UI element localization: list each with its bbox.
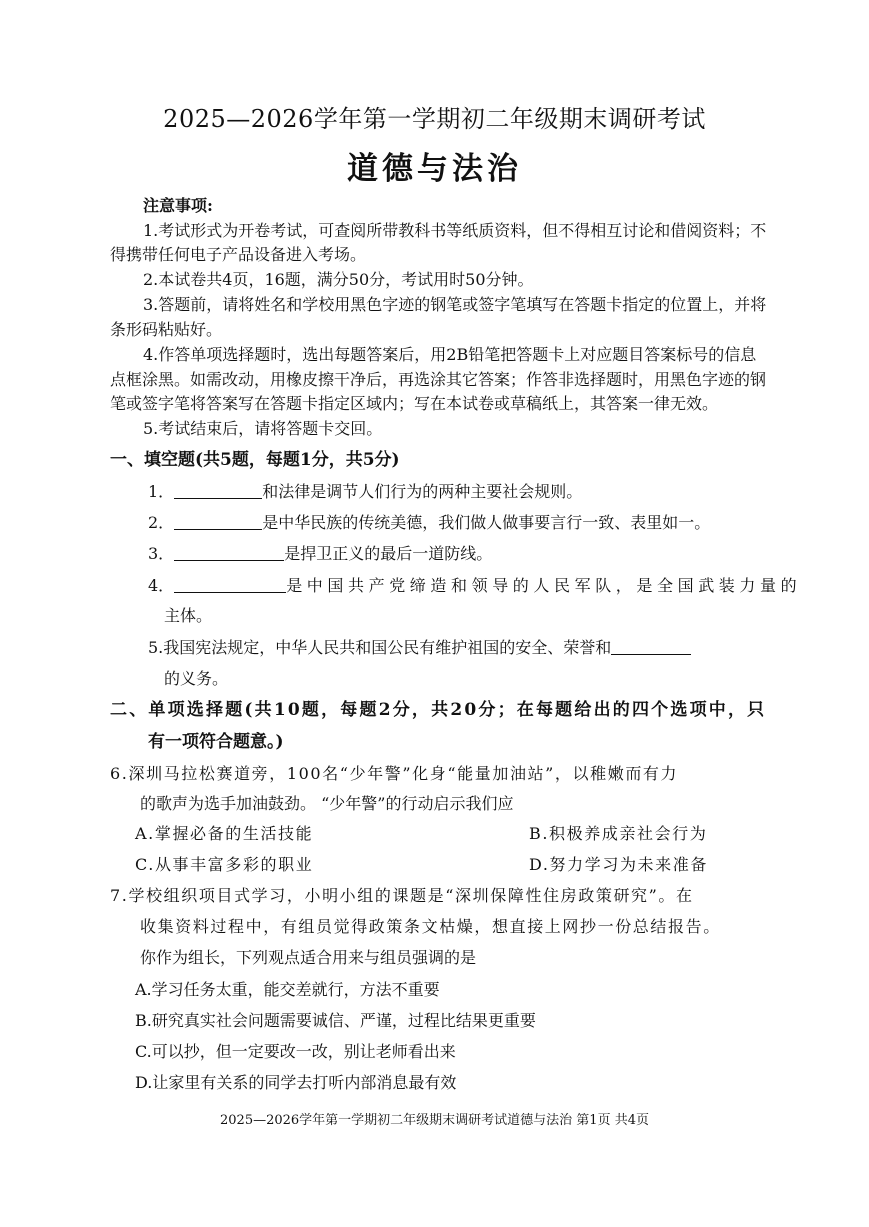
option-b[interactable]: B.研究真实社会问题需要诚信、严谨，过程比结果更重要 <box>135 1011 536 1030</box>
question-7-stem: 收集资料过程中，有组员觉得政策条文枯燥，想直接上网抄一份总结报告。 <box>140 917 721 936</box>
note-line: 条形码粘贴好。 <box>110 320 223 339</box>
option-c[interactable]: C.从事丰富多彩的职业 <box>135 855 314 874</box>
option-d[interactable]: D.让家里有关系的同学去打听内部消息最有效 <box>135 1073 457 1092</box>
answer-blank[interactable] <box>174 544 284 561</box>
question-number: 4． <box>148 576 175 595</box>
answer-blank[interactable] <box>174 482 262 499</box>
question-6-stem: 的歌声为选手加油鼓劲。 “少年警”的行动启示我们应 <box>140 794 514 813</box>
question-7-stem: 你作为组长，下列观点适合用来与组员强调的是 <box>140 948 477 967</box>
option-b[interactable]: B.积极养成亲社会行为 <box>529 824 708 843</box>
option-c[interactable]: C.可以抄，但一定要改一改，别让老师看出来 <box>135 1042 456 1061</box>
question-number: 1． <box>148 482 175 501</box>
note-line: 得携带任何电子产品设备进入考场。 <box>110 245 367 264</box>
section1-heading: 一、填空题(共5题，每题1分，共5分) <box>110 450 400 470</box>
note-line: 4.作答单项选择题时，选出每题答案后，用2B铅笔把答题卡上对应题目答案标号的信息 <box>143 345 757 364</box>
question-2 <box>148 513 710 533</box>
note-line: 笔或签字笔将答案写在答题卡指定区域内；写在本试卷或草稿纸上，其答案一律无效。 <box>110 394 719 413</box>
note-line: 点框涂黑。如需改动，用橡皮擦干净后，再选涂其它答案；作答非选择题时，用黑色字迹的钢 <box>110 370 767 389</box>
question-1 <box>148 482 582 502</box>
note-line: 3.答题前，请将姓名和学校用黑色字迹的钢笔或签字笔填写在答题卡指定的位置上，并将 <box>143 295 767 314</box>
question-4 <box>148 576 801 596</box>
option-a[interactable]: A.掌握必备的生活技能 <box>135 824 314 843</box>
question-number: 2． <box>148 513 175 532</box>
question-text: 是中华民族的传统美德，我们做人做事要言行一致、表里如一。 <box>262 513 711 532</box>
question-5 <box>148 638 691 658</box>
page-footer: 2025—2026学年第一学期初二年级期末调研考试道德与法治 第1页 共4页 <box>220 1113 649 1128</box>
question-3 <box>148 544 492 564</box>
question-5-continuation: 的义务。 <box>164 669 229 688</box>
notes-heading: 注意事项: <box>143 196 213 215</box>
section2-heading-continuation: 有一项符合题意。) <box>148 732 284 752</box>
question-number: 3． <box>148 544 175 563</box>
note-line: 1.考试形式为开卷考试，可查阅所带教科书等纸质资料，但不得相互讨论和借阅资料；不 <box>143 221 767 240</box>
answer-blank[interactable] <box>611 638 691 655</box>
note-line: 5.考试结束后，请将答题卡交回。 <box>143 419 383 438</box>
exam-title: 2025—2026学年第一学期初二年级期末调研考试 <box>163 105 706 133</box>
question-text: 是中国共产党缔造和领导的人民军队，是全国武装力量的 <box>286 576 802 595</box>
answer-blank[interactable] <box>174 576 286 593</box>
section2-heading: 二、单项选择题(共10题，每题2分，共20分；在每题给出的四个选项中，只 <box>110 700 767 720</box>
question-4-continuation: 主体。 <box>164 606 213 625</box>
question-6-stem: 6.深圳马拉松赛道旁，100名“少年警”化身“能量加油站”，以稚嫩而有力 <box>110 764 679 783</box>
answer-blank[interactable] <box>174 513 262 530</box>
option-d[interactable]: D.努力学习为未来准备 <box>529 855 708 874</box>
question-text: 5.我国宪法规定，中华人民共和国公民有维护祖国的安全、荣誉和 <box>148 638 612 657</box>
question-7-stem: 7.学校组织项目式学习，小明小组的课题是“深圳保障性住房政策研究”。在 <box>110 886 694 905</box>
note-line: 2.本试卷共4页，16题，满分50分，考试用时50分钟。 <box>143 270 534 289</box>
question-text: 是捍卫正义的最后一道防线。 <box>284 544 493 563</box>
option-a[interactable]: A.学习任务太重，能交差就行，方法不重要 <box>135 980 440 999</box>
question-text: 和法律是调节人们行为的两种主要社会规则。 <box>262 482 583 501</box>
subject-title: 道德与法治 <box>347 151 522 187</box>
